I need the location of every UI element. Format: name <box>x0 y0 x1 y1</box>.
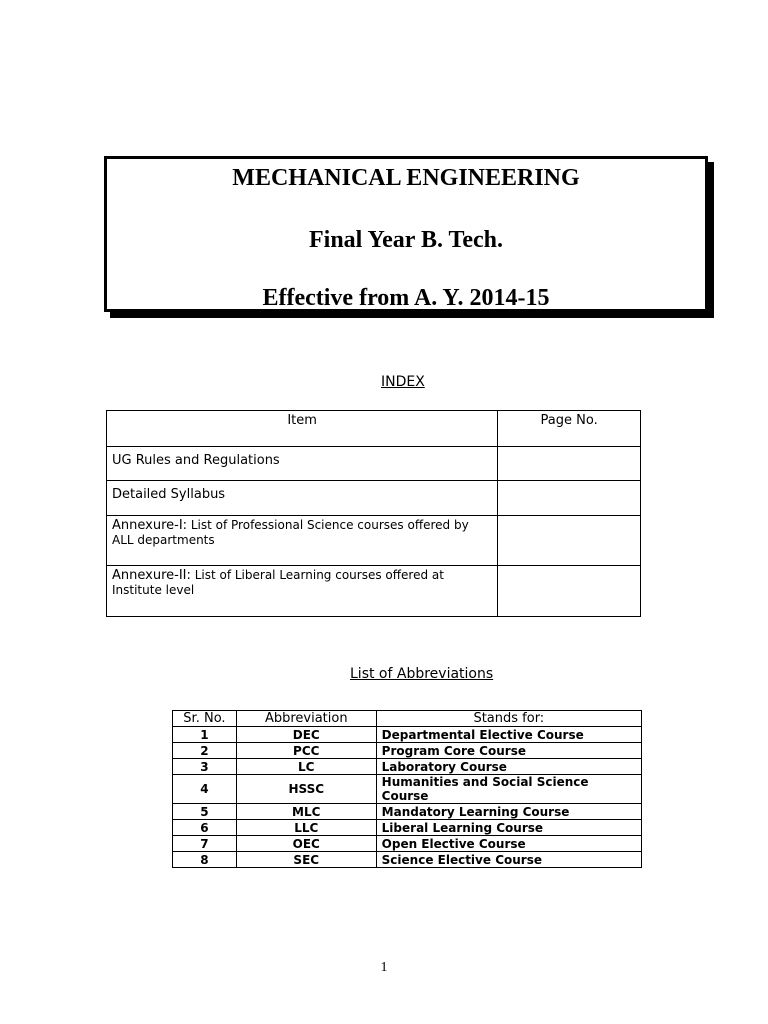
index-item <box>107 481 498 516</box>
index-item-text: List of Liberal Learning courses offered at Institute level <box>112 568 444 597</box>
index-heading: INDEX <box>381 374 425 390</box>
abbreviations-heading: List of Abbreviations <box>350 666 494 682</box>
sr-no: 2 <box>173 743 237 759</box>
page-number: 1 <box>380 960 388 975</box>
abbreviation: MLC <box>236 804 376 820</box>
sr-no: 8 <box>173 852 237 868</box>
table-row <box>173 743 642 759</box>
stands-for: Mandatory Learning Course <box>376 804 641 820</box>
abbreviation: HSSC <box>236 775 376 804</box>
table-row <box>173 775 642 804</box>
table-row <box>173 820 642 836</box>
table-row <box>173 759 642 775</box>
index-item-lead: Annexure-I: <box>112 518 188 533</box>
table-row <box>107 566 641 617</box>
index-item-text: Detailed Syllabus <box>112 487 226 502</box>
title-box <box>104 156 708 312</box>
table-row <box>107 447 641 481</box>
abbreviation: OEC <box>236 836 376 852</box>
index-col-item: Item <box>107 411 498 447</box>
table-row <box>173 852 642 868</box>
stands-for: Humanities and Social Science Course <box>376 775 641 804</box>
sr-no: 4 <box>173 775 237 804</box>
program-title: Final Year B. Tech. <box>308 227 504 253</box>
stands-for: Open Elective Course <box>376 836 641 852</box>
index-item-text: List of Professional Science courses offered by ALL departments <box>112 518 469 547</box>
index-header-row <box>107 411 641 447</box>
stands-for: Program Core Course <box>376 743 641 759</box>
sr-no: 7 <box>173 836 237 852</box>
index-page <box>498 447 641 481</box>
table-row <box>107 516 641 566</box>
stands-for: Departmental Elective Course <box>376 727 641 743</box>
index-item-lead: Annexure-II: <box>112 568 191 583</box>
abbreviations-header-row <box>173 711 642 727</box>
index-item <box>107 447 498 481</box>
department-title: MECHANICAL ENGINEERING <box>232 165 580 191</box>
abbreviation: LLC <box>236 820 376 836</box>
index-col-page: Page No. <box>498 411 641 447</box>
effective-year: Effective from A. Y. 2014-15 <box>262 285 550 311</box>
sr-no: 3 <box>173 759 237 775</box>
sr-no: 1 <box>173 727 237 743</box>
abbreviation: LC <box>236 759 376 775</box>
col-stands-for: Stands for: <box>376 711 641 727</box>
table-row <box>173 727 642 743</box>
stands-for: Science Elective Course <box>376 852 641 868</box>
stands-for: Liberal Learning Course <box>376 820 641 836</box>
abbreviation: SEC <box>236 852 376 868</box>
sr-no: 5 <box>173 804 237 820</box>
table-row <box>173 804 642 820</box>
col-sr-no: Sr. No. <box>173 711 237 727</box>
abbreviations-table <box>172 710 642 868</box>
sr-no: 6 <box>173 820 237 836</box>
table-row <box>173 836 642 852</box>
index-page <box>498 516 641 566</box>
index-page <box>498 481 641 516</box>
abbreviation: PCC <box>236 743 376 759</box>
index-item <box>107 566 498 617</box>
table-row <box>107 481 641 516</box>
index-table <box>106 410 641 617</box>
index-item <box>107 516 498 566</box>
col-abbreviation: Abbreviation <box>236 711 376 727</box>
index-item-text: UG Rules and Regulations <box>112 453 280 468</box>
stands-for: Laboratory Course <box>376 759 641 775</box>
abbreviation: DEC <box>236 727 376 743</box>
index-page <box>498 566 641 617</box>
